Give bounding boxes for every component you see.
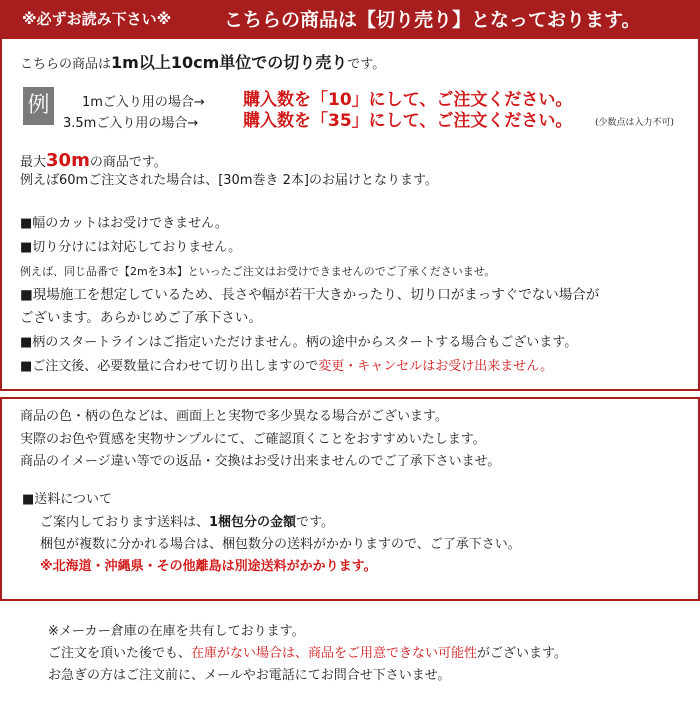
banner-must-read: ※必ずお読み下さい※: [22, 10, 172, 28]
rule-site-construction-cont: ございます。あらかじめご了承下さい。: [20, 310, 262, 326]
example1-instruction: 購入数を「10」にして、ご注文ください。: [243, 90, 573, 110]
color-note-3: 商品のイメージ違い等での返品・交換はお受け出来ませんのでご了承下さいませ。: [20, 454, 501, 469]
contact-before-order-note: お急ぎの方はご注文前に、メールやお電話にてお問合せ下さいませ。: [48, 668, 451, 683]
shipping-heading: ■送料について: [22, 492, 113, 507]
banner-cut-to-order: こちらの商品は【切り売り】となっております。: [224, 9, 641, 31]
example1-case: 1mご入り用の場合→: [82, 95, 205, 110]
notice-banner: [0, 0, 700, 37]
color-note-1: 商品の色・柄の色などは、画面上と実物で多少異なる場合がございます。: [20, 409, 448, 424]
example2-instruction: 購入数を「35」にして、ご注文ください。: [243, 111, 573, 131]
example-badge: 例: [23, 87, 54, 125]
rule-pattern-start: ■柄のスタートラインはご指定いただけません。柄の途中からスタートする場合もございます。: [20, 335, 578, 350]
stock-shared-note: ※メーカー倉庫の在庫を共有しております。: [48, 624, 305, 639]
stock-unavailable-note: ご注文を頂いた後でも、在庫がない場合は、商品をご用意できない可能性がございます。: [48, 646, 567, 661]
rule-no-split-example: 例えば、同じ品番で【2mを3本】といったご注文はお受けできませんのでご了承くださいませ。: [20, 265, 496, 278]
shipping-multiple-packages: 梱包が複数に分かれる場合は、梱包数分の送料がかかりますので、ご了承下さい。: [40, 537, 521, 552]
rule-no-cancel: ■ご注文後、必要数量に合わせて切り出しますので変更・キャンセルはお受け出来ません。: [20, 359, 554, 374]
intro-line: こちらの商品は1m以上10cm単位での切り売りです。: [20, 53, 386, 72]
max-length-example: 例えば60mご注文された場合は、[30m巻き 2本]のお届けとなります。: [20, 173, 438, 188]
shipping-fee-note: ご案内しております送料は、1梱包分の金額です。: [40, 515, 335, 530]
rule-site-construction: ■現場施工を想定しているため、長さや幅が若干大きかったり、切り口がまっすぐでない場合が: [20, 287, 600, 303]
decimal-note: (少数点は入力不可): [595, 118, 675, 128]
shipping-remote-areas: ※北海道・沖縄県・その他離島は別途送料がかかります。: [40, 559, 377, 574]
rule-no-split: ■切り分けには対応しておりません。: [20, 240, 242, 255]
max-length-line: 最大30mの商品です。: [20, 150, 167, 171]
example2-case: 3.5mご入り用の場合→: [63, 116, 199, 131]
rule-width-cut: ■幅のカットはお受けできません。: [20, 216, 228, 231]
color-note-2: 実際のお色や質感を実物サンプルにて、ご確認頂くことをおすすめいたします。: [20, 432, 486, 447]
